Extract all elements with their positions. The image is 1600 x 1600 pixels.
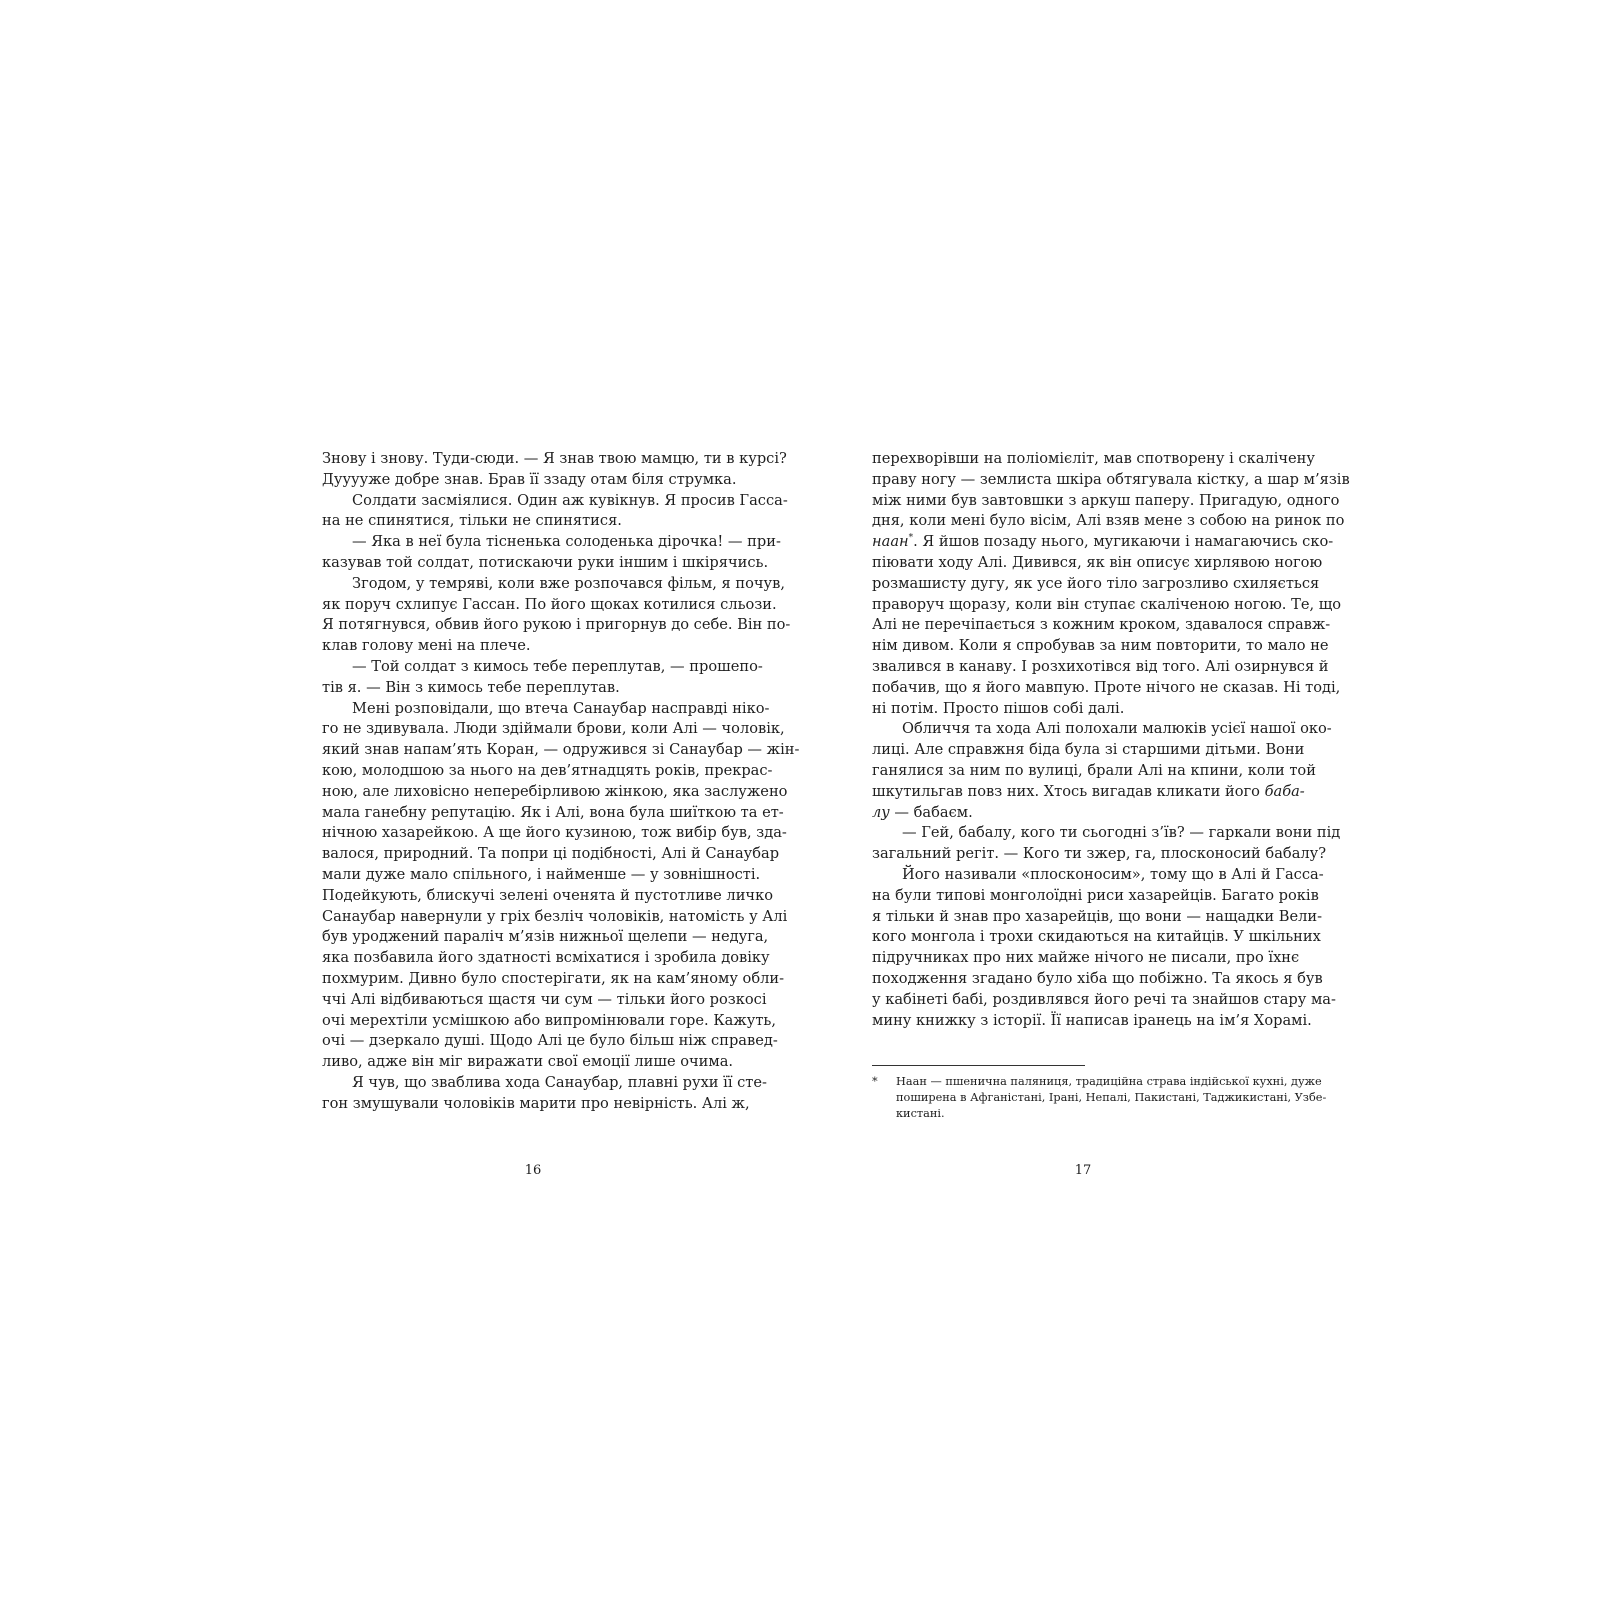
right-page-text-line: походження згадано було хіба що побіжно. Та якось я був — [872, 969, 1323, 987]
page-number-right: 17 — [1074, 1163, 1092, 1178]
right-page-body — [872, 449, 1350, 1031]
right-page-text-line: підручниках про них майже нічого не писали, про їхнє — [872, 949, 1300, 967]
footnote-body — [896, 1074, 1327, 1123]
footnote-rule — [872, 1065, 1085, 1066]
right-page-text-line: праворуч щоразу, коли він ступає скаліченою ногою. Те, що — [872, 595, 1342, 613]
right-page-text-line: мину книжку з історії. Її написав іранець на ім’я Хорамі. — [872, 1011, 1312, 1029]
right-page-text-line: Алі не перечіпається з кожним кроком, здавалося справж- — [872, 616, 1331, 634]
left-page-text-line: казував той солдат, потискаючи руки іншим і шкірячись. — [322, 553, 769, 571]
left-page-text-line: яка позбавила його здатності всміхатися і зробила довіку — [322, 949, 770, 967]
left-page-text-line: ною, але лиховісно неперебірливою жінкою, яка заслужено — [322, 782, 788, 800]
right-page-text-line: загальний регіт. — Кого ти зжер, га, плосконосий бабалу? — [872, 845, 1327, 863]
footnote — [872, 1074, 1327, 1123]
left-page-text-line: мала ганебну репутацію. Як і Алі, вона була шиїткою та ет- — [322, 803, 784, 821]
right-page-text-line: праву ногу — землиста шкіра обтягувала кістку, а шар м’язів — [872, 470, 1350, 488]
left-page-text-line: Дууууже добре знав. Брав її ззаду отам біля струмка. — [322, 470, 737, 488]
left-page-text-line: гон змушували чоловіків марити про невірність. Алі ж, — [322, 1094, 750, 1112]
left-page-text-line: — Яка в неї була тісненька солоденька дірочка! — при- — [352, 533, 781, 551]
right-page-text-line: дня, коли мені було вісім, Алі взяв мене з собою на ринок по — [872, 512, 1345, 530]
right-page-text-line: звалився в канаву. І розхихотівся від того. Алі озирнувся й — [872, 657, 1329, 675]
left-page-text-line: го не здивувала. Люди здіймали брови, коли Алі — чоловік, — [322, 720, 785, 738]
left-page-text-line: похмурим. Дивно було спостерігати, як на кам’яному обли- — [322, 969, 785, 987]
left-page-text-line: клав голову мені на плече. — [322, 637, 531, 655]
left-page-text-line: — Той солдат з кимось тебе переплутав, — прошепо- — [352, 657, 763, 675]
right-page-text-line: ганялися за ним по вулиці, брали Алі на кпини, коли той — [872, 761, 1316, 779]
right-page-text-line: побачив, що я його мавпую. Проте нічого не сказав. Ні тоді, — [872, 678, 1341, 696]
left-page-text-line: як поруч схлипує Гассан. По його щоках котилися сльози. — [322, 595, 777, 613]
left-page-text-line: Згодом, у темряві, коли вже розпочався фільм, я почув, — [352, 574, 785, 592]
right-page-text-line: ні потім. Просто пішов собі далі. — [872, 699, 1125, 717]
left-page-text-line: ливо, адже він міг виражати свої емоції лише очима. — [322, 1053, 734, 1071]
left-page-text-line: Санаубар навернули у гріх безліч чоловіків, натомість у Алі — [322, 907, 788, 925]
left-page-text-line: валося, природний. Та попри ці подібності, Алі й Санаубар — [322, 845, 780, 863]
right-page-text-line: лиці. Але справжня біда була зі старшими дітьми. Вони — [872, 741, 1305, 759]
right-page-text-line: я тільки й знав про хазарейців, що вони — нащадки Вели- — [872, 907, 1323, 925]
right-page-text-line: розмашисту дугу, як усе його тіло загрозливо схиляється — [872, 574, 1320, 592]
left-page-text-line: Знову і знову. Туди-сюди. — Я знав твою мамцю, ти в курсі? — [322, 450, 787, 467]
footnote-line: кистані. — [896, 1107, 945, 1121]
left-page-text-line: Подейкують, блискучі зелені оченята й пустотливе личко — [322, 886, 773, 904]
left-page-text-line: очі мерехтіли усмішкою або випромінювали горе. Кажуть, — [322, 1011, 776, 1029]
left-page-text-line: на не спинятися, тільки не спинятися. — [322, 512, 622, 530]
left-page-text-line: тів я. — Він з кимось тебе переплутав. — [322, 678, 620, 696]
right-page-text-line: кого монгола і трохи скидаються на китайців. У шкільних — [872, 928, 1321, 946]
right-page-text-line: — Гей, бабалу, кого ти сьогодні з’їв? — гаркали вони під — [902, 824, 1341, 842]
right-page-text-line: на були типові монголоїдні риси хазарейців. Багато років — [872, 886, 1319, 904]
right-page-text-line: у кабінеті бабі, роздивлявся його речі та знайшов стару ма- — [872, 990, 1336, 1008]
left-page-text-line: мали дуже мало спільного, і найменше — у зовнішності. — [322, 865, 761, 883]
left-page-text-line: Мені розповідали, що втеча Санаубар насправді ніко- — [352, 699, 770, 717]
left-page-text-line: Я потягнувся, обвив його рукою і пригорнув до себе. Він по- — [322, 616, 791, 634]
page-number-left: 16 — [524, 1163, 542, 1178]
right-page-text-line: шкутильгав повз них. Хтось вигадав кликати його бабa- — [872, 782, 1305, 800]
right-page-text-line: перехворівши на поліомієліт, мав спотворену і скалічену — [872, 450, 1315, 467]
right-page-text-line: лу — бабаєм. — [872, 803, 973, 821]
left-page-text-line: очі — дзеркало душі. Щодо Алі це було більш ніж справед- — [322, 1032, 778, 1050]
left-page-text-line: був уроджений параліч м’язів нижньої щелепи — недуга, — [322, 928, 769, 946]
right-page-text-line: нім дивом. Коли я спробував за ним повторити, то мало не — [872, 637, 1329, 655]
left-page-text-line: кою, молодшою за нього на дев’ятнадцять років, прекрас- — [322, 761, 773, 779]
left-page-text-line: ччі Алі відбиваються щастя чи сум — тільки його розкосі — [322, 990, 767, 1008]
left-page-text-line: який знав напам’ять Коран, — одружився зі Санаубар — жін- — [322, 741, 800, 759]
right-page-text-line: Обличчя та хода Алі полохали малюків усієї нашої око- — [902, 720, 1332, 738]
footnote-line: Наан — пшенична паляниця, традиційна страва індійської кухні, дуже — [896, 1075, 1322, 1088]
left-page-text-line: нічною хазарейкою. А ще його кузиною, тож вибір був, зда- — [322, 824, 787, 842]
footnote-mark: * — [872, 1075, 878, 1088]
right-page-text-line: між ними був завтовшки з аркуш паперу. Пригадую, одного — [872, 491, 1340, 509]
right-page-text-line: піювати ходу Алі. Дивився, як він описує хирлявою ногою — [872, 553, 1323, 571]
right-page-text-line: Його називали «плосконосим», тому що в Алі й Гасса- — [902, 865, 1324, 883]
left-page-text-line: Солдати засміялися. Один аж кувікнув. Я просив Гасса- — [352, 491, 788, 509]
footnote-line: поширена в Афганістані, Ірані, Непалі, Пакистані, Таджикистані, Узбе- — [896, 1091, 1327, 1105]
left-page-text-line: Я чув, що зваблива хода Санаубар, плавні рухи її сте- — [352, 1073, 767, 1091]
left-page-body — [322, 449, 800, 1115]
right-page-text-line: наан*. Я йшов позаду нього, мугикаючи і намагаючись ско- — [872, 533, 1334, 551]
